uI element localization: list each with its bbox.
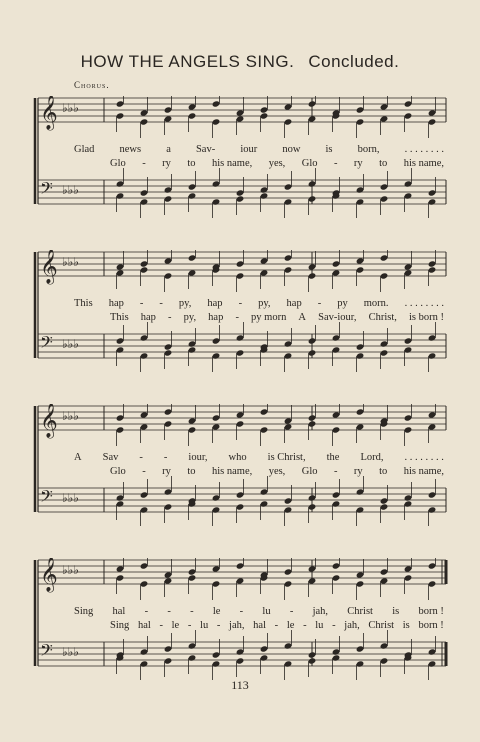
lyric-line bbox=[110, 620, 444, 631]
lyric-syllable: to bbox=[379, 466, 388, 477]
music-system bbox=[0, 96, 480, 226]
lyric-syllable: le bbox=[286, 620, 295, 631]
lyric-syllable: his name, bbox=[211, 466, 253, 477]
lyric-line bbox=[74, 298, 444, 309]
key-signature-flats: ♭♭♭ bbox=[62, 183, 79, 197]
key-signature-flats: ♭♭♭ bbox=[62, 491, 79, 505]
lyric-syllable: Glo bbox=[110, 466, 126, 477]
lyric-syllable: - bbox=[216, 620, 221, 631]
lyric-syllable: Glo bbox=[110, 158, 126, 169]
lyric-syllable: is bbox=[392, 606, 400, 617]
lyric-syllable: - bbox=[289, 606, 294, 617]
lyric-syllable: - bbox=[333, 466, 338, 477]
key-signature-flats: ♭♭♭ bbox=[62, 337, 79, 351]
lyric-syllable: Sav bbox=[102, 452, 119, 463]
lyric-syllable: is bbox=[325, 144, 333, 155]
lyric-syllable: hap bbox=[207, 298, 223, 309]
lyric-syllable: - bbox=[333, 158, 338, 169]
lyric-syllable: A bbox=[74, 452, 82, 463]
lyric-syllable: who bbox=[228, 452, 247, 463]
page-number: 113 bbox=[231, 678, 249, 692]
lyric-line bbox=[74, 144, 444, 155]
lyric-syllable: to bbox=[379, 158, 388, 169]
hymn-subtitle: Concluded. bbox=[308, 52, 400, 71]
lyric-syllable: . . . . . . . . bbox=[404, 298, 444, 309]
bass-clef-icon: 𝄢 bbox=[40, 332, 53, 356]
lyric-syllable: - bbox=[139, 452, 143, 463]
key-signature-flats: ♭♭♭ bbox=[62, 101, 79, 115]
lyric-syllable: - bbox=[159, 298, 163, 309]
lyric-syllable: - bbox=[168, 312, 172, 323]
lyric-syllable: hap bbox=[108, 298, 124, 309]
lyric-syllable: py, bbox=[258, 298, 271, 309]
lyric-syllable: - bbox=[303, 620, 307, 631]
lyric-syllable: is born ! bbox=[408, 312, 444, 323]
lyric-line bbox=[74, 452, 444, 463]
hymn-title: HOW THE ANGELS SING. bbox=[80, 52, 295, 71]
lyric-syllable: This bbox=[110, 312, 129, 323]
lyric-syllable: Sav- bbox=[195, 144, 216, 155]
lyric-syllable: - bbox=[190, 606, 194, 617]
lyric-syllable: . . . . . . . . bbox=[404, 144, 444, 155]
lyric-syllable: lu bbox=[200, 620, 209, 631]
lyric-syllable: born, bbox=[357, 144, 380, 155]
lyric-syllable: jah, bbox=[312, 606, 329, 617]
lyric-syllable: hal bbox=[112, 606, 126, 617]
lyric-syllable: born ! bbox=[418, 620, 444, 631]
key-signature-flats: ♭♭♭ bbox=[62, 255, 79, 269]
lyric-syllable: hap bbox=[208, 312, 224, 323]
lyric-syllable: - bbox=[142, 466, 146, 477]
bass-clef-icon: 𝄢 bbox=[40, 178, 53, 202]
lyric-line bbox=[110, 466, 444, 477]
lyric-syllable: py, bbox=[178, 298, 192, 309]
lyric-syllable: iour bbox=[240, 144, 258, 155]
treble-clef-icon: 𝄞 bbox=[40, 558, 58, 592]
lyric-syllable: the bbox=[326, 452, 340, 463]
lyric-syllable: his name, bbox=[403, 158, 444, 169]
bass-clef-icon: 𝄢 bbox=[40, 640, 53, 664]
treble-clef-icon: 𝄞 bbox=[40, 96, 58, 130]
music-system bbox=[0, 250, 480, 380]
lyric-syllable: Glad bbox=[74, 144, 95, 155]
lyric-syllable: his name, bbox=[403, 466, 444, 477]
lyric-syllable: Sing bbox=[74, 606, 94, 617]
music-system bbox=[0, 558, 480, 688]
lyric-syllable: lu bbox=[315, 620, 324, 631]
lyric-line bbox=[110, 158, 444, 169]
key-signature-flats: ♭♭♭ bbox=[62, 563, 79, 577]
lyric-syllable: hal bbox=[253, 620, 266, 631]
key-signature-flats: ♭♭♭ bbox=[62, 645, 79, 659]
lyric-syllable: born ! bbox=[418, 606, 444, 617]
lyric-syllable: This bbox=[74, 298, 93, 309]
lyric-syllable: py morn bbox=[251, 312, 287, 323]
lyric-syllable: . . . . . . . . bbox=[404, 452, 444, 463]
lyric-syllable: yes, bbox=[268, 158, 286, 169]
lyric-syllable: lu bbox=[262, 606, 271, 617]
section-label: Chorus. bbox=[74, 80, 110, 90]
lyric-syllable: is bbox=[402, 620, 410, 631]
treble-clef-icon: 𝄞 bbox=[40, 250, 58, 284]
lyric-syllable: Sing bbox=[110, 620, 130, 631]
lyric-syllable: - bbox=[163, 452, 168, 463]
lyric-syllable: - bbox=[238, 298, 243, 309]
lyric-syllable: - bbox=[139, 298, 144, 309]
lyric-syllable: his name, bbox=[211, 158, 253, 169]
lyric-syllable: morn. bbox=[363, 298, 389, 309]
lyric-syllable: ry bbox=[353, 466, 363, 477]
bass-clef-icon: 𝄢 bbox=[40, 486, 53, 510]
lyric-syllable: now bbox=[282, 144, 301, 155]
lyric-syllable: - bbox=[167, 606, 171, 617]
lyric-syllable: hap bbox=[140, 312, 156, 323]
treble-clef-icon: 𝄞 bbox=[40, 404, 58, 438]
lyric-syllable: Glo bbox=[301, 466, 318, 477]
lyric-line bbox=[74, 606, 444, 617]
key-signature-flats: ♭♭♭ bbox=[62, 409, 79, 423]
lyric-syllable: ry bbox=[353, 158, 363, 169]
lyric-syllable: a bbox=[166, 144, 171, 155]
lyric-line bbox=[110, 312, 444, 323]
lyric-syllable: A bbox=[298, 312, 307, 323]
lyric-syllable: Lord, bbox=[360, 452, 384, 463]
music-system bbox=[0, 404, 480, 534]
lyric-syllable: hal bbox=[137, 620, 151, 631]
lyric-syllable: - bbox=[274, 620, 279, 631]
lyric-syllable: py, bbox=[183, 312, 197, 323]
lyric-syllable: Sav-iour, bbox=[318, 312, 357, 323]
lyric-syllable: Christ, bbox=[368, 312, 397, 323]
lyric-syllable: - bbox=[142, 158, 146, 169]
lyric-syllable: news bbox=[119, 144, 142, 155]
lyric-syllable: Christ bbox=[368, 620, 395, 631]
lyric-syllable: yes, bbox=[268, 466, 286, 477]
lyric-syllable: Glo bbox=[301, 158, 318, 169]
lyric-syllable: - bbox=[144, 606, 149, 617]
page-title bbox=[0, 52, 480, 72]
lyric-syllable: - bbox=[159, 620, 163, 631]
lyric-syllable: to bbox=[187, 158, 196, 169]
lyric-syllable: jah, bbox=[229, 620, 245, 631]
lyric-syllable: ry bbox=[162, 466, 171, 477]
lyric-syllable: to bbox=[187, 466, 196, 477]
lyric-syllable: - bbox=[187, 620, 192, 631]
lyric-syllable: Christ bbox=[347, 606, 373, 617]
lyric-syllable: is Christ, bbox=[267, 452, 306, 463]
lyric-syllable: le bbox=[212, 606, 221, 617]
lyric-syllable: jah, bbox=[344, 620, 360, 631]
lyric-syllable: - bbox=[317, 298, 322, 309]
lyric-syllable: py bbox=[337, 298, 348, 309]
lyric-syllable: iour, bbox=[188, 452, 208, 463]
lyric-syllable: - bbox=[332, 620, 336, 631]
lyric-syllable: le bbox=[171, 620, 180, 631]
lyric-syllable: - bbox=[235, 312, 239, 323]
lyric-syllable: hap bbox=[286, 298, 302, 309]
lyric-syllable: - bbox=[239, 606, 244, 617]
lyric-syllable: ry bbox=[162, 158, 171, 169]
